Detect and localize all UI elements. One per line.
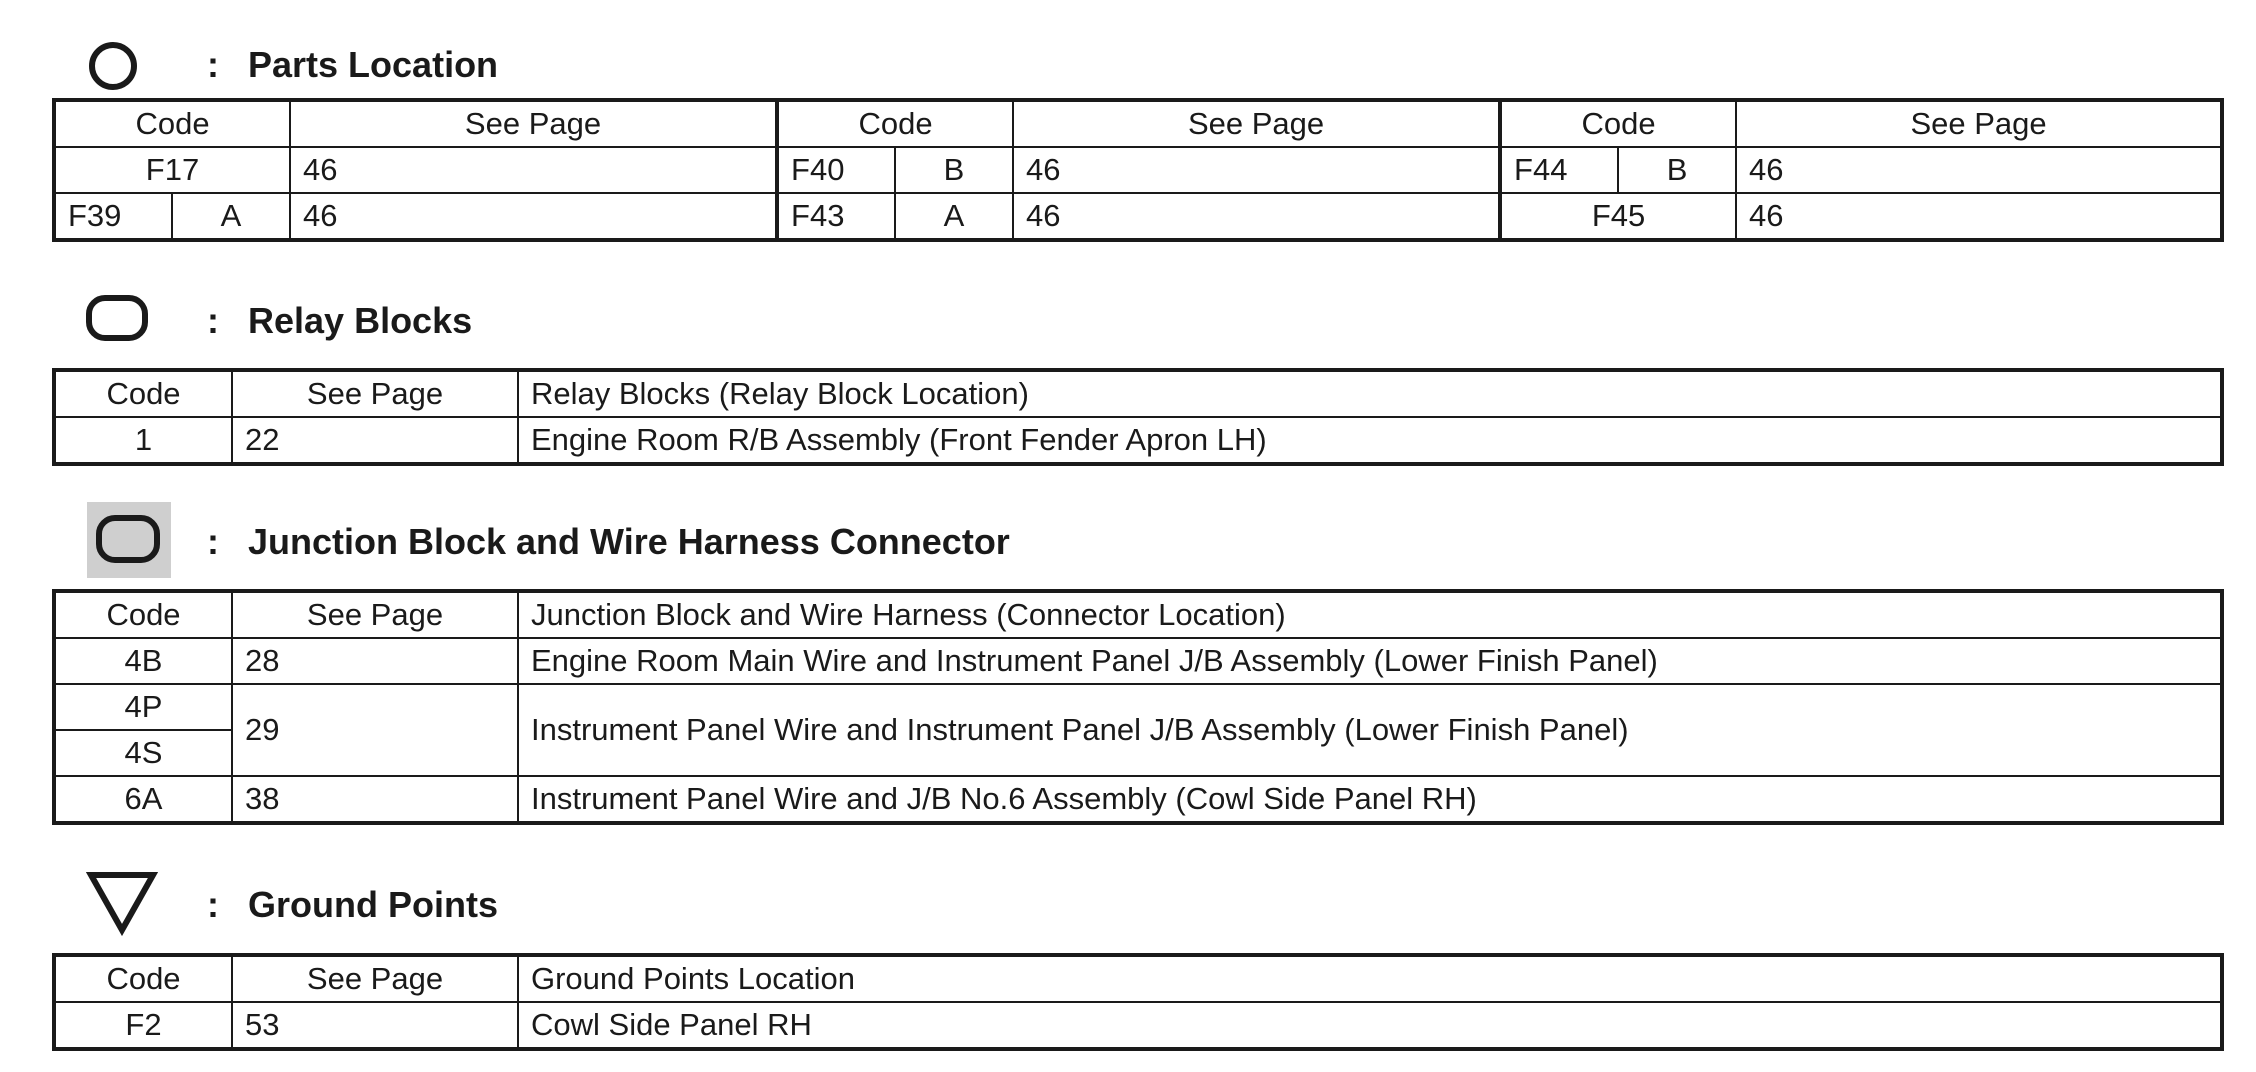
column-header-see-page: See Page — [1013, 100, 1500, 147]
junction-block-heading — [0, 500, 1400, 580]
section-colon: : — [207, 44, 219, 85]
section-colon: : — [207, 884, 219, 925]
table-header-row — [54, 955, 2222, 1002]
code-sub-cell: B — [895, 147, 1013, 193]
parts-location-heading — [0, 20, 1400, 100]
code-cell: F40 — [777, 147, 895, 193]
circle-icon — [85, 38, 141, 94]
parts-location-table — [52, 98, 2224, 242]
table-row — [54, 193, 2222, 240]
table-header-row — [54, 100, 2222, 147]
see-page-cell: 46 — [290, 147, 777, 193]
code-cell: 4P — [54, 684, 232, 730]
see-page-cell: 29 — [232, 684, 518, 776]
ground-points-heading — [0, 862, 1400, 942]
see-page-cell: 46 — [290, 193, 777, 240]
column-header-see-page: See Page — [290, 100, 777, 147]
code-sub-cell: A — [895, 193, 1013, 240]
table-row — [54, 776, 2222, 823]
table-header-row — [54, 591, 2222, 638]
column-header-see-page: See Page — [232, 370, 518, 417]
description-cell: Engine Room Main Wire and Instrument Panel J/B Assembly (Lower Finish Panel) — [518, 638, 2222, 684]
column-header-see-page: See Page — [1736, 100, 2222, 147]
see-page-cell: 22 — [232, 417, 518, 464]
junction-block-table — [52, 589, 2224, 825]
table-header-row — [54, 370, 2222, 417]
column-header-code: Code — [54, 955, 232, 1002]
table-row — [54, 638, 2222, 684]
section-colon: : — [207, 521, 219, 562]
inverted-triangle-icon — [86, 870, 158, 936]
column-header-code: Code — [54, 591, 232, 638]
section-title: Parts Location — [248, 44, 499, 85]
shaded-rounded-rectangle-icon — [87, 502, 171, 578]
see-page-cell: 46 — [1013, 147, 1500, 193]
see-page-cell: 46 — [1013, 193, 1500, 240]
column-header-description: Junction Block and Wire Harness (Connector Location) — [518, 591, 2222, 638]
relay-blocks-heading — [0, 278, 1400, 358]
code-cell: F45 — [1500, 193, 1736, 240]
code-cell: 4B — [54, 638, 232, 684]
see-page-cell: 28 — [232, 638, 518, 684]
rounded-rectangle-icon — [85, 294, 149, 344]
code-sub-cell: B — [1618, 147, 1736, 193]
ground-points-table — [52, 953, 2224, 1051]
code-cell: F2 — [54, 1002, 232, 1049]
description-cell: Instrument Panel Wire and Instrument Panel J/B Assembly (Lower Finish Panel) — [518, 684, 2222, 776]
column-header-code: Code — [54, 100, 290, 147]
column-header-code: Code — [777, 100, 1013, 147]
code-cell: 6A — [54, 776, 232, 823]
table-row — [54, 1002, 2222, 1049]
description-cell: Engine Room R/B Assembly (Front Fender Apron LH) — [518, 417, 2222, 464]
code-cell: 4S — [54, 730, 232, 776]
section-title: Relay Blocks — [248, 300, 473, 341]
table-row — [54, 147, 2222, 193]
section-colon: : — [207, 300, 219, 341]
section-title: Ground Points — [248, 884, 498, 925]
see-page-cell: 46 — [1736, 147, 2222, 193]
column-header-see-page: See Page — [232, 955, 518, 1002]
column-header-code: Code — [54, 370, 232, 417]
code-sub-cell: A — [172, 193, 290, 240]
see-page-cell: 46 — [1736, 193, 2222, 240]
section-title: Junction Block and Wire Harness Connector — [248, 521, 1010, 562]
description-cell: Instrument Panel Wire and J/B No.6 Assembly (Cowl Side Panel RH) — [518, 776, 2222, 823]
see-page-cell: 38 — [232, 776, 518, 823]
description-cell: Cowl Side Panel RH — [518, 1002, 2222, 1049]
code-cell: F44 — [1500, 147, 1618, 193]
table-row — [54, 417, 2222, 464]
column-header-description: Relay Blocks (Relay Block Location) — [518, 370, 2222, 417]
column-header-code: Code — [1500, 100, 1736, 147]
relay-blocks-table — [52, 368, 2224, 466]
code-cell: F17 — [54, 147, 290, 193]
code-cell: 1 — [54, 417, 232, 464]
table-row — [54, 684, 2222, 730]
see-page-cell: 53 — [232, 1002, 518, 1049]
code-cell: F39 — [54, 193, 172, 240]
column-header-description: Ground Points Location — [518, 955, 2222, 1002]
code-cell: F43 — [777, 193, 895, 240]
column-header-see-page: See Page — [232, 591, 518, 638]
